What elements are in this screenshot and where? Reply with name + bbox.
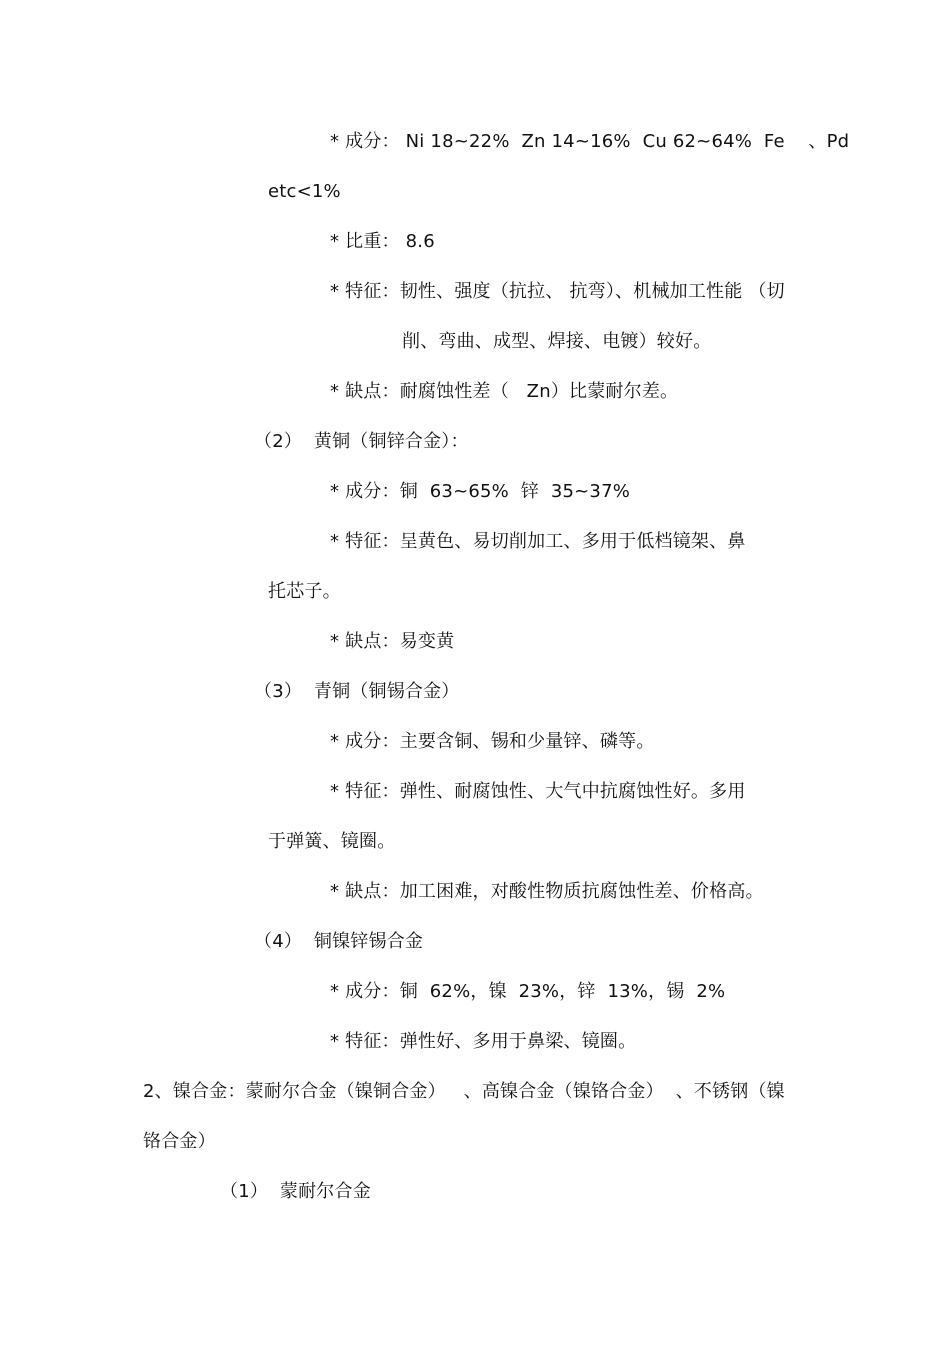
nickel-alloy-heading-cont: 铬合金） bbox=[143, 1131, 216, 1152]
feature-line-1: * 特征：韧性、强度（抗拉、 抗弯）、机械加工性能 （切 bbox=[330, 281, 785, 302]
composition-line-4: * 成分：铜 62%，镍 23%，锌 13%，锡 2% bbox=[330, 981, 726, 1002]
composition-line-1: * 成分： Ni 18~22% Zn 14~16% Cu 62~64% Fe 、Pd bbox=[330, 131, 850, 152]
feature-line-2: * 特征：呈黄色、易切削加工、多用于低档镜架、鼻 bbox=[330, 531, 746, 552]
section-heading-copper-nickel-zinc-tin: （4） 铜镍锌锡合金 bbox=[254, 931, 424, 952]
composition-line-2: * 成分：铜 63~65% 锌 35~37% bbox=[330, 481, 631, 502]
defect-line-1: * 缺点：耐腐蚀性差（ Zn）比蒙耐尔差。 bbox=[330, 381, 679, 402]
nickel-alloy-heading: 2、镍合金：蒙耐尔合金（镍铜合金） 、高镍合金（镍铬合金） 、不锈钢（镍 bbox=[143, 1081, 785, 1102]
density-line: * 比重： 8.6 bbox=[330, 231, 435, 252]
section-heading-bronze: （3） 青铜（铜锡合金） bbox=[254, 681, 460, 702]
feature-line-3-cont: 于弹簧、镜圈。 bbox=[268, 831, 396, 852]
composition-line-3: * 成分：主要含铜、锡和少量锌、磷等。 bbox=[330, 731, 655, 752]
composition-line-1-cont: etc<1% bbox=[268, 181, 341, 202]
section-heading-monel: （1） 蒙耐尔合金 bbox=[220, 1181, 371, 1202]
feature-line-1-cont: 削、弯曲、成型、焊接、电镀）较好。 bbox=[402, 331, 712, 352]
defect-line-2: * 缺点：易变黄 bbox=[330, 631, 455, 652]
feature-line-3: * 特征：弹性、耐腐蚀性、大气中抗腐蚀性好。多用 bbox=[330, 781, 746, 802]
section-heading-brass: （2） 黄铜（铜锌合金）： bbox=[254, 431, 469, 452]
feature-line-2-cont: 托芯子。 bbox=[268, 581, 341, 602]
feature-line-4: * 特征：弹性好、多用于鼻梁、镜圈。 bbox=[330, 1031, 637, 1052]
defect-line-3: * 缺点：加工困难，对酸性物质抗腐蚀性差、价格高。 bbox=[330, 881, 764, 902]
